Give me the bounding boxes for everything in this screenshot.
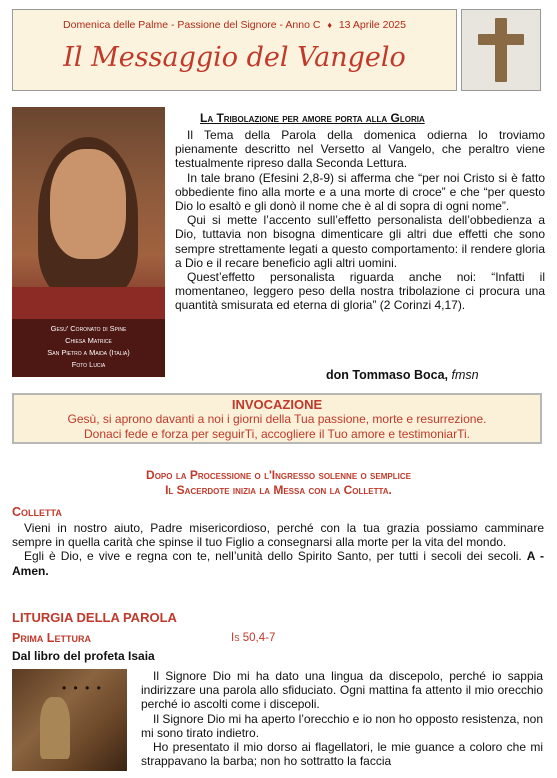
cross-icon-beam [478,34,524,45]
author-signature [326,368,479,382]
caption-line: Chiesa Matrice [65,336,112,345]
page-title: Il Messaggio del Vangelo [63,42,406,73]
article-paragraph: In tale brano (Efesini 2,8-9) si afferma che “per noi Cristo si è fatto obbediente fino alla morte e a una morte di croce” e che “per questo Dio lo esaltò e gli donò il nome che è al di sopra di ogni nome”. [175,170,545,214]
reading-paragraph: Ho presentato il mio dorso ai flagellatori, le mie guance a coloro che mi strappavano la barba; non ho sottratto la faccia [141,740,543,769]
cross-icon [495,18,507,82]
rubric-line: Il Sacerdote inizia la Messa con la Colletta. [165,483,392,497]
header-subtitle [13,19,456,31]
invocation-box [12,393,542,444]
invocation-line: Donaci fede e forza per seguirTi, accogliere il Tuo amore e testimoniarTi. [84,427,470,441]
author-suffix: fmsn [451,368,479,382]
reading-source: Dal libro del profeta Isaia [12,649,155,663]
reading-reference: Is 50,4-7 [231,632,276,644]
jesus-portrait-image [12,107,165,377]
liturgical-day: Domenica delle Palme - Passione del Signore - Anno C [63,19,321,31]
caption-line: Foto Lucia [71,360,106,369]
bronze-relief-image [12,669,127,771]
rubric-instruction [0,468,557,498]
header-date: 13 Aprile 2025 [338,19,406,31]
first-reading-label: Prima Lettura [12,631,91,645]
portrait-caption [12,319,165,377]
article-paragraph: Qui si mette l’accento sull’effetto personalista dell’obbedienza a Dio, tuttavia non bisogna dimenticare gli altri due effetti che sono sempre strettamente legati a questo comportamento: il rendere gloria a Dio e il recare beneficio agli altri uomini. [175,213,545,270]
invocation-line: Gesù, si aprono davanti a noi i giorni della Tua passione, morte e resurrezione. [67,412,487,426]
colletta-heading: Colletta [12,505,62,519]
colletta-doxology: Egli è Dio, e vive e regna con te, nell’unità dello Spirito Santo, per tutti i secoli dei secoli. [24,549,522,564]
colletta-paragraph [12,549,544,577]
article-paragraph: Quest’effetto personalista riguarda anche noi: “Infatti il momentaneo, leggero peso della nostra tribolazione ci procura una quantità smisurata ed eterna di gloria” (2 Corinzi 4,17). [175,270,545,313]
caption-line: Gesu' Coronato di Spine [50,324,127,333]
article-title: La Tribolazione per amore porta alla Gloria [200,111,425,125]
reading-paragraph: Il Signore Dio mi ha dato una lingua da discepolo, perché io sappia indirizzare una parola allo sfiduciato. Ogni mattina fa attento il mio orecchio perché io ascolti come i discepoli. [141,669,543,712]
portrait-face [50,149,126,259]
caption-line: San Pietro a Maida (Italia) [47,348,130,357]
colletta-text [12,521,544,578]
reading-paragraph: Il Signore Dio mi ha aperto l’orecchio e io non ho opposto resistenza, non mi sono tirato indietro. [141,711,543,740]
colletta-paragraph: Vieni in nostro aiuto, Padre misericordioso, perché con la tua grazia possiamo camminare sempre in quella carità che spinse il tuo Figlio a consegnarsi alla morte per la vita del mondo. [12,521,544,550]
rubric-line: Dopo la Processione o l'Ingresso solenne o semplice [146,468,411,482]
first-reading-text [141,669,543,768]
header-banner [12,9,457,91]
relief-dots: • • • • [62,681,103,695]
invocation-title: INVOCAZIONE [231,397,323,412]
article-paragraph: Il Tema della Parola della domenica odierna lo troviamo pienamente descritto nel Versetto al Vangelo, che peraltro viene testualmente ripreso dalla Seconda Lettura. [175,128,545,171]
colletta-amen: A - Amen. [12,549,544,578]
article-body [175,128,545,313]
author-name: don Tommaso Boca, [326,368,449,382]
cross-image [461,9,541,91]
liturgy-heading: LITURGIA DELLA PAROLA [12,610,177,625]
diamond-separator-icon: ♦ [327,20,332,30]
relief-figure [40,697,70,759]
